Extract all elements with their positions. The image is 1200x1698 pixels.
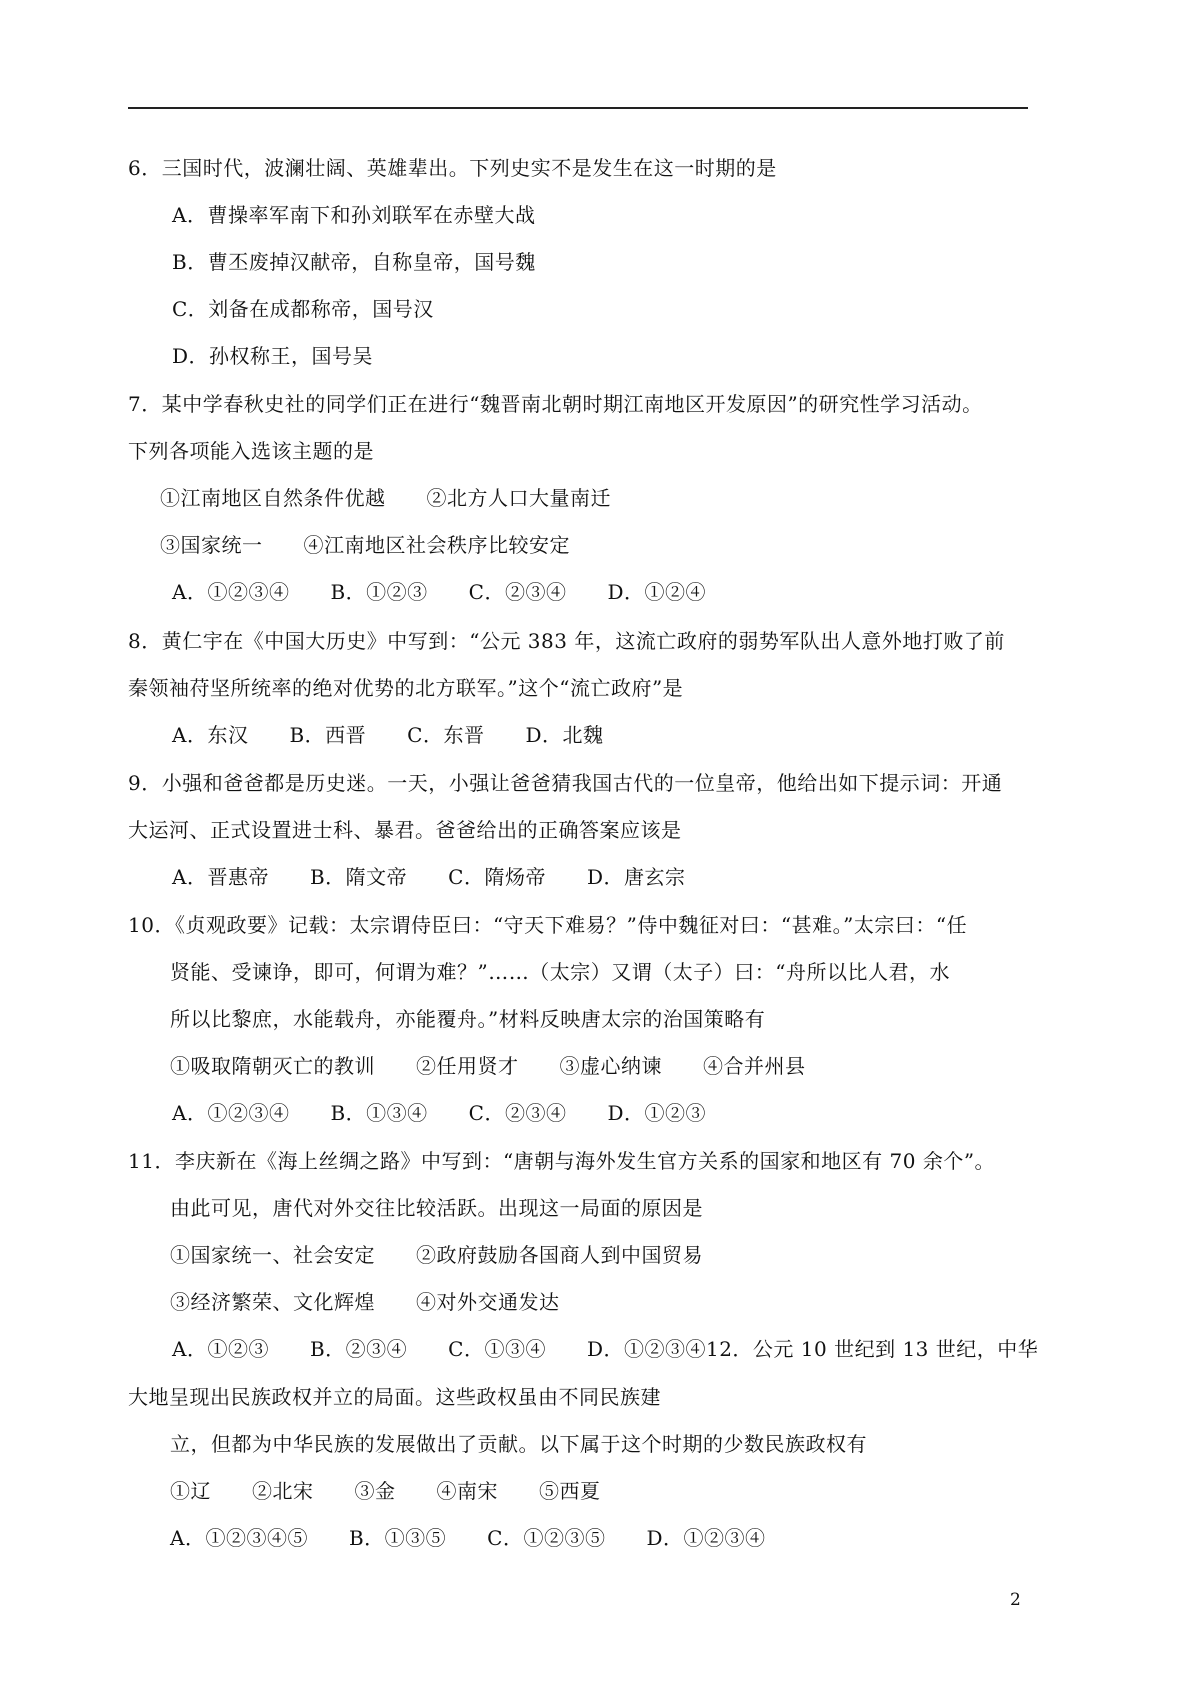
q11-items-line2: ③经济繁荣、文化辉煌 ④对外交通发达	[170, 1290, 560, 1314]
q12-items: ①辽 ②北宋 ③金 ④南宋 ⑤西夏	[170, 1479, 601, 1503]
q12-stem-line3: 立，但都为中华民族的发展做出了贡献。以下属于这个时期的少数民族政权有	[170, 1432, 867, 1456]
q11-items-line1: ①国家统一、社会安定 ②政府鼓励各国商人到中国贸易	[170, 1243, 703, 1267]
q11-stem-line1: 11．李庆新在《海上丝绸之路》中写到：“唐朝与海外发生官方关系的国家和地区有 70 余个”。	[128, 1149, 996, 1173]
q6-option-d: D．孙权称王，国号吴	[172, 344, 374, 368]
q7-items-line2: ③国家统一 ④江南地区社会秩序比较安定	[160, 533, 570, 557]
q6-stem: 6．三国时代，波澜壮阔、英雄辈出。下列史实不是发生在这一时期的是	[128, 156, 777, 180]
q10-items: ①吸取隋朝灭亡的教训 ②任用贤才 ③虚心纳谏 ④合并州县	[170, 1054, 806, 1078]
q6-option-c: C．刘备在成都称帝，国号汉	[172, 297, 434, 321]
q6-option-a: A．曹操率军南下和孙刘联军在赤壁大战	[172, 203, 536, 227]
q11-options-and-q12-stem: A．①②③ B．②③④ C．①③④ D．①②③④12．公元 10 世纪到 13 世纪，中华	[172, 1337, 1039, 1361]
q10-options: A．①②③④ B．①③④ C．②③④ D．①②③	[172, 1101, 706, 1125]
q10-stem-line1: 10．《贞观政要》记载：太宗谓侍臣曰：“守天下难易？”侍中魏征对曰：“甚难。”太宗曰：“任	[128, 913, 968, 937]
q11-stem-line2: 由此可见，唐代对外交往比较活跃。出现这一局面的原因是	[170, 1196, 703, 1220]
q9-options: A．晋惠帝 B．隋文帝 C．隋炀帝 D．唐玄宗	[172, 865, 686, 889]
page-number: 2	[1010, 1590, 1021, 1610]
q7-stem-line1: 7．某中学春秋史社的同学们正在进行“魏晋南北朝时期江南地区开发原因”的研究性学习活动。	[128, 392, 983, 416]
q10-stem-line3: 所以比黎庶，水能载舟，亦能覆舟。”材料反映唐太宗的治国策略有	[170, 1007, 766, 1031]
q9-stem-line2: 大运河、正式设置进士科、暴君。爸爸给出的正确答案应该是	[128, 818, 682, 842]
q7-stem-line2: 下列各项能入选该主题的是	[128, 439, 374, 463]
q12-options: A．①②③④⑤ B．①③⑤ C．①②③⑤ D．①②③④	[170, 1526, 766, 1550]
q8-stem-line2: 秦领袖苻坚所统率的绝对优势的北方联军。”这个“流亡政府”是	[128, 676, 684, 700]
q10-stem-line2: 贤能、受谏诤，即可，何谓为难？”……（太宗）又谓（太子）曰：“舟所以比人君，水	[170, 960, 950, 984]
q7-options: A．①②③④ B．①②③ C．②③④ D．①②④	[172, 580, 706, 604]
q9-stem-line1: 9．小强和爸爸都是历史迷。一天，小强让爸爸猜我国古代的一位皇帝，他给出如下提示词：开通	[128, 771, 1003, 795]
q8-options: A．东汉 B．西晋 C．东晋 D．北魏	[172, 723, 604, 747]
q6-option-b: B．曹丕废掉汉献帝，自称皇帝，国号魏	[172, 250, 536, 274]
q8-stem-line1: 8．黄仁宇在《中国大历史》中写到：“公元 383 年，这流亡政府的弱势军队出人意外地打败了前	[128, 629, 1005, 653]
q7-items-line1: ①江南地区自然条件优越 ②北方人口大量南迁	[160, 486, 611, 510]
q12-stem-line2: 大地呈现出民族政权并立的局面。这些政权虽由不同民族建	[128, 1385, 661, 1409]
header-rule	[128, 107, 1028, 109]
